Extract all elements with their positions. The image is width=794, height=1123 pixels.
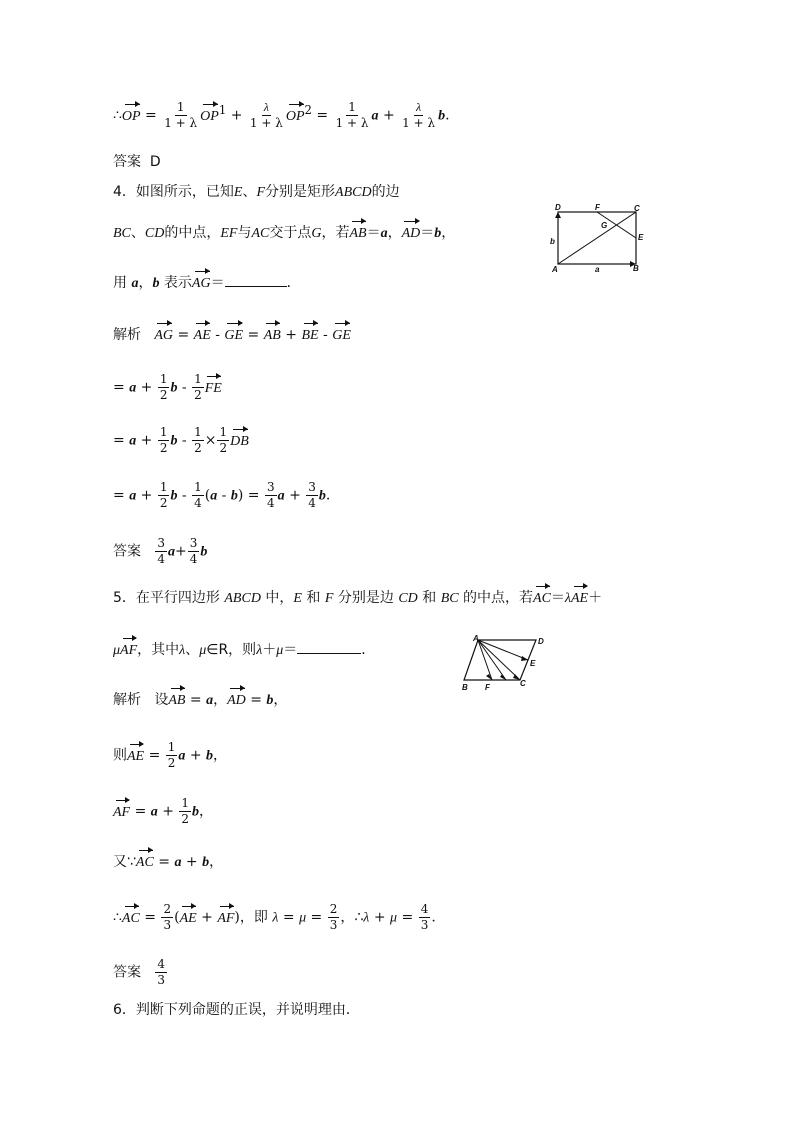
q5-analysis-line-1: 解析 设AB = a，AD = b， [113,690,287,711]
q5-analysis-line-5: ∴AC = $\frac{2}{3}$ (AE + AF)，即 λ = μ = $\frac{2}{3}$ ，∴λ + μ = $\frac{4}{3}$ . [113,902,436,932]
answer-blank [225,274,287,287]
answer-label: 答案 [113,154,141,170]
svg-text:A: A [552,265,558,274]
fraction: $\frac{\lambda}{1 + \lambda}$ [249,100,283,131]
q4-analysis-line-1: 解析 AG = AE - GE = AB + BE - GE [113,325,351,346]
q4-line-3: 用 a，b 表示AG＝ ． [113,273,301,294]
svg-text:C: C [634,204,640,213]
fraction: $\frac{1}{1 + \lambda}$ [335,100,369,131]
svg-text:D: D [555,203,561,212]
q5-analysis-line-4: 又∵AC = a + b， [113,852,223,873]
q5-analysis-line-3: AF = a + $\frac{1}{2}$ b， [113,796,214,826]
svg-text:B: B [633,264,639,273]
prev-answer: 答案 D [113,154,161,170]
q4-analysis-line-3: = a + $\frac{1}{2}$ b - $\frac{1}{2}$ × $\frac{1}{2}$ DB [113,425,249,455]
q5-parallelogram-figure [458,632,548,694]
svg-text:B: B [462,683,468,692]
answer-blank [297,641,361,654]
svg-text:a: a [595,265,600,274]
svg-text:A: A [473,634,479,643]
q5-analysis-line-2: 则AE = $\frac{1}{2}$ a + b， [113,740,228,770]
q6-line: 6．判断下列命题的正误，并说明理由． [113,1002,360,1018]
vector-op: OP [122,107,141,127]
q4-line-2: BC、CD的中点，EF与AC交于点G，若AB＝a，AD＝b， [113,223,455,244]
q4-answer: 答案 $\frac{3}{4}$ a+ $\frac{3}{4}$ b [113,536,208,566]
svg-text:C: C [520,679,526,688]
svg-text:F: F [485,683,490,692]
q5-line-1: 5．在平行四边形 ABCD 中，E 和 F 分别是边 CD 和 BC 的中点，若AC＝λAE＋ [113,588,602,609]
q4-rectangle-figure [548,200,658,278]
svg-text:D: D [538,637,544,646]
svg-text:E: E [530,659,536,668]
svg-text:G: G [601,221,608,230]
prev-formula-line: ∴OP = $\frac{1}{1 + \lambda}$ $OP^1$ + $\frac{\lambda}{1 + \lambda}$ $OP^2$ = $\frac{1}{1 + \lambda}$ a + $\frac{\lambda}{1 + \lambda}$ b. [113,100,450,131]
q5-answer: 答案 $\frac{4}{3}$ [113,957,165,987]
q4-line-1: 4．如图所示，已知E、F分别是矩形ABCD的边 [113,184,400,200]
svg-text:E: E [638,233,644,242]
svg-text:b: b [550,237,555,246]
q4-analysis-line-4: = a + $\frac{1}{2}$ b - $\frac{1}{4}$ (a - b) = $\frac{3}{4}$ a + $\frac{3}{4}$ b. [113,480,331,510]
fraction: $\frac{1}{1 + \lambda}$ [164,100,198,131]
q4-analysis-line-2: = a + $\frac{1}{2}$ b - $\frac{1}{2}$ FE [113,372,222,402]
analysis-label: 解析 [113,327,141,343]
q5-line-2: μAF，其中λ、μ∈R，则λ＋μ＝ ． [113,640,375,661]
fraction: $\frac{\lambda}{1 + \lambda}$ [402,100,436,131]
svg-text:F: F [595,203,600,212]
